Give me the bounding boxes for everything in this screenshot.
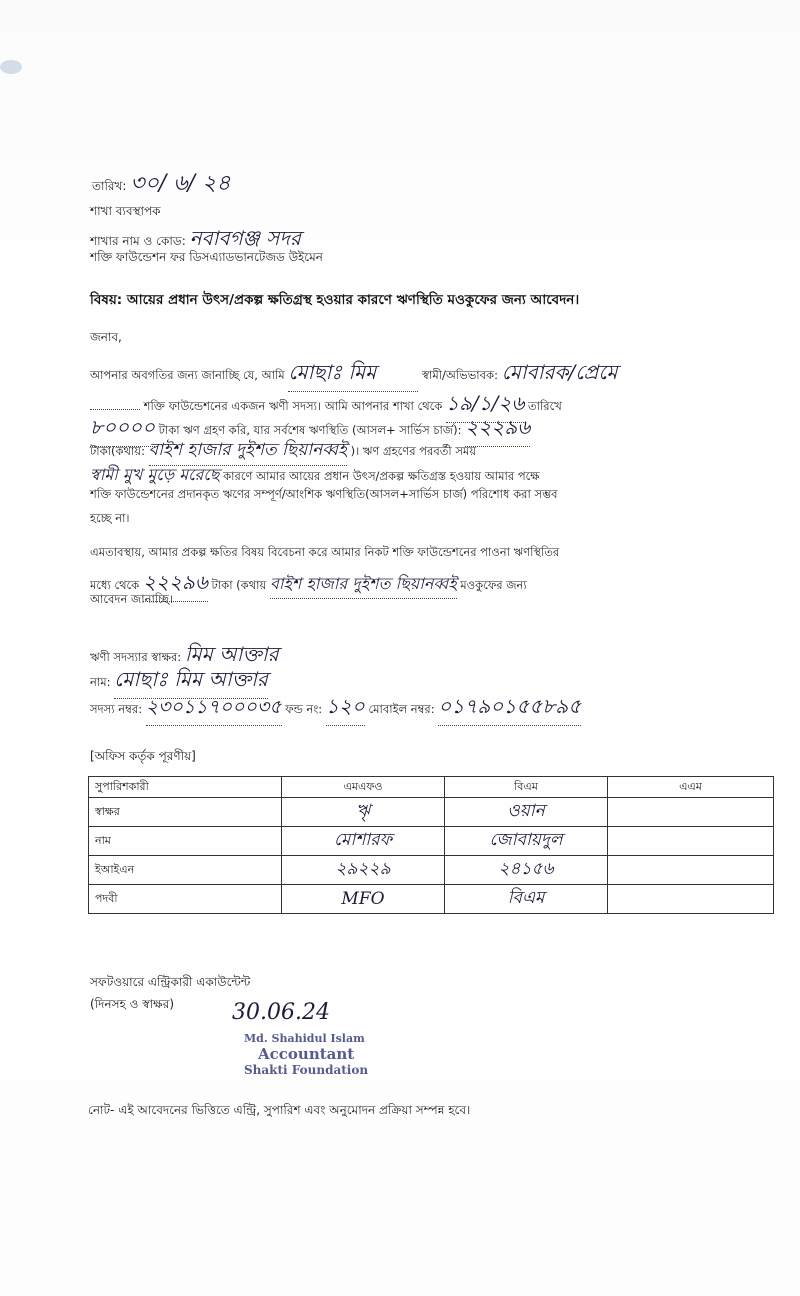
body-line-6: শক্তি ফাউন্ডেশনের প্রদানকৃত ঋণের সম্পূর্ণ/আংশিক ঋণস্থিতি(আসল+সার্ভিস চার্জ) পরিশোধ করা সম্ভব [90, 487, 558, 501]
bm-designation: বিএম [445, 885, 608, 914]
accountant-stamp [244, 1032, 414, 1090]
recipient-title: শাখা ব্যবস্থাপক [90, 204, 161, 218]
am-cell [608, 885, 774, 914]
header-cell: এমএফও [282, 777, 445, 798]
body-text: মধ্যে থেকে [90, 578, 140, 592]
body-text: টাকা(কথায়: [90, 444, 145, 458]
reason-handwritten: স্বামী মুখ মুড়ে মরেছে [90, 465, 220, 484]
applicant-name-handwritten: মোছাঃ মিম [288, 358, 418, 392]
table-row [89, 885, 774, 914]
accountant-title: সফটওয়ারে এন্ট্রিকারী একাউন্টেন্ট [90, 975, 251, 989]
body-text: কারণে আমার আয়ের প্রধান উৎস/প্রকল্প ক্ষতিগ্রস্ত হওয়ায় আমার পক্ষে [223, 469, 540, 483]
mobile-label: মোবাইল নম্বর: [368, 702, 435, 716]
row-label: স্বাক্ষর [89, 798, 282, 827]
branch-label: শাখার নাম ও কোড: [90, 234, 186, 248]
date-value: ৩০/ ৬/ ২৪ [130, 171, 231, 196]
mobile-number: ০১৭৯০১৫৫৮৯৫ [438, 692, 581, 726]
body-line-1 [90, 358, 617, 392]
member-label: সদস্য নম্বর: [90, 702, 143, 716]
stamp-title: Accountant [258, 1045, 355, 1063]
mfo-ein: ২৯২২৯ [282, 856, 445, 885]
fund-number: ১২০ [326, 692, 365, 726]
row-label: নাম [89, 827, 282, 856]
body-line-5 [90, 462, 540, 489]
signature-label: ঋণী সদস্যার স্বাক্ষর: [90, 650, 182, 664]
guardian-handwritten: মোবারক/প্রেমে [501, 360, 618, 384]
accountant-signature-date: 30.06.24 [232, 1000, 330, 1025]
stamp-org: Shakti Foundation [244, 1063, 369, 1077]
body-text: স্বামী/অভিভাবক: [422, 368, 498, 382]
balance-handwritten: ২২২৯৬ [465, 413, 530, 447]
office-table [88, 776, 774, 914]
date-label: তারিখ: [92, 179, 127, 193]
body-text: আপনার অবগতির জন্য জানাচ্ছি যে, আমি [90, 368, 285, 382]
fund-label: ফন্ড নং: [285, 702, 323, 716]
body-text: )। ঋণ গ্রহণের পরবর্তী সময় [350, 444, 477, 458]
branch-value: নবাবগঞ্জ সদর [189, 226, 301, 250]
waiver-amount-handwritten: ২২২৯৬ [143, 568, 208, 602]
applicant-signature: মিম আক্তার [184, 642, 279, 666]
stamp-name: Md. Shahidul Islam [244, 1032, 365, 1045]
bm-signature: ওয়ান [445, 798, 608, 827]
name-label: নাম: [90, 675, 111, 689]
body-text: শক্তি ফাউন্ডেশনের একজন ঋণী সদস্য। আমি আপনার শাখা থেকে [143, 399, 443, 413]
applicant-name: মোছাঃ মিম আক্তার [114, 665, 268, 699]
row-label: ইআইএন [89, 856, 282, 885]
scan-smudge [0, 60, 22, 74]
loan-date-handwritten: ১৯/১/২৬ [446, 389, 524, 423]
date-line [92, 166, 231, 203]
body-text: তারিখে [528, 399, 562, 413]
org-line: শক্তি ফাউন্ডেশন ফর ডিসএ্যাডভানটেজড উইমেন [90, 250, 323, 264]
salutation: জনাব, [90, 330, 122, 344]
body-text: টাকা (কথায় [211, 578, 267, 592]
table-row [89, 827, 774, 856]
table-row [89, 856, 774, 885]
am-cell [608, 856, 774, 885]
mfo-name: মোশারফ [282, 827, 445, 856]
member-number: ২৩০১১৭০০০৩৫ [146, 693, 282, 726]
footer-note: নোট- এই আবেদনের ভিত্তিতে এন্ট্রি, সুপারিশ এবং অনুমোদন প্রক্রিয়া সম্পন্ন হবে। [88, 1103, 471, 1117]
member-info-line [90, 692, 581, 726]
balance-words-handwritten: বাইশ হাজার দুইশত ছিয়ানব্বই [149, 437, 347, 466]
mfo-designation: MFO [282, 885, 445, 914]
office-header-row [89, 777, 774, 798]
bm-ein: ২৪১৫৬ [445, 856, 608, 885]
bm-name: জোবায়দুল [445, 827, 608, 856]
body-text: মওকুফের জন্য [460, 578, 527, 592]
subject-line: বিষয়: আয়ের প্রধান উৎস/প্রকল্প ক্ষতিগ্রস্থ হওয়ার কারণে ঋণস্থিতি মওকুফের জন্য আবেদন। [90, 292, 580, 308]
waiver-words-handwritten: বাইশ হাজার দুইশত ছিয়ানব্বই [270, 571, 457, 599]
row-label: পদবী [89, 885, 282, 914]
para2-line-3: আবেদন জানাচ্ছি। [90, 592, 174, 606]
am-cell [608, 798, 774, 827]
office-heading: [অফিস কর্তৃক পূরণীয়] [90, 749, 196, 763]
body-text: টাকা ঋণ গ্রহণ করি, যার সর্বশেষ ঋণস্থিতি (আসল+ সার্ভিস চার্জ): [158, 423, 462, 437]
loan-amount-handwritten: ৮০০০০ [90, 413, 155, 447]
am-cell [608, 827, 774, 856]
header-cell: বিএম [445, 777, 608, 798]
accountant-subtitle: (দিনসহ ও স্বাক্ষর) [90, 997, 175, 1011]
body-line-7: হচ্ছে না। [90, 511, 130, 525]
table-row [89, 798, 774, 827]
header-cell: এএম [608, 777, 774, 798]
header-cell: সুপারিশকারী [89, 777, 282, 798]
mfo-signature: ৠ [282, 798, 445, 827]
para2-line-1: এমতাবস্থায়, আমার প্রকল্প ক্ষতির বিষয় বিবেচনা করে আমার নিকট শক্তি ফাউন্ডেশনের পাওনা ঋণস্থিতির [90, 545, 560, 559]
blank-dots [90, 409, 140, 410]
